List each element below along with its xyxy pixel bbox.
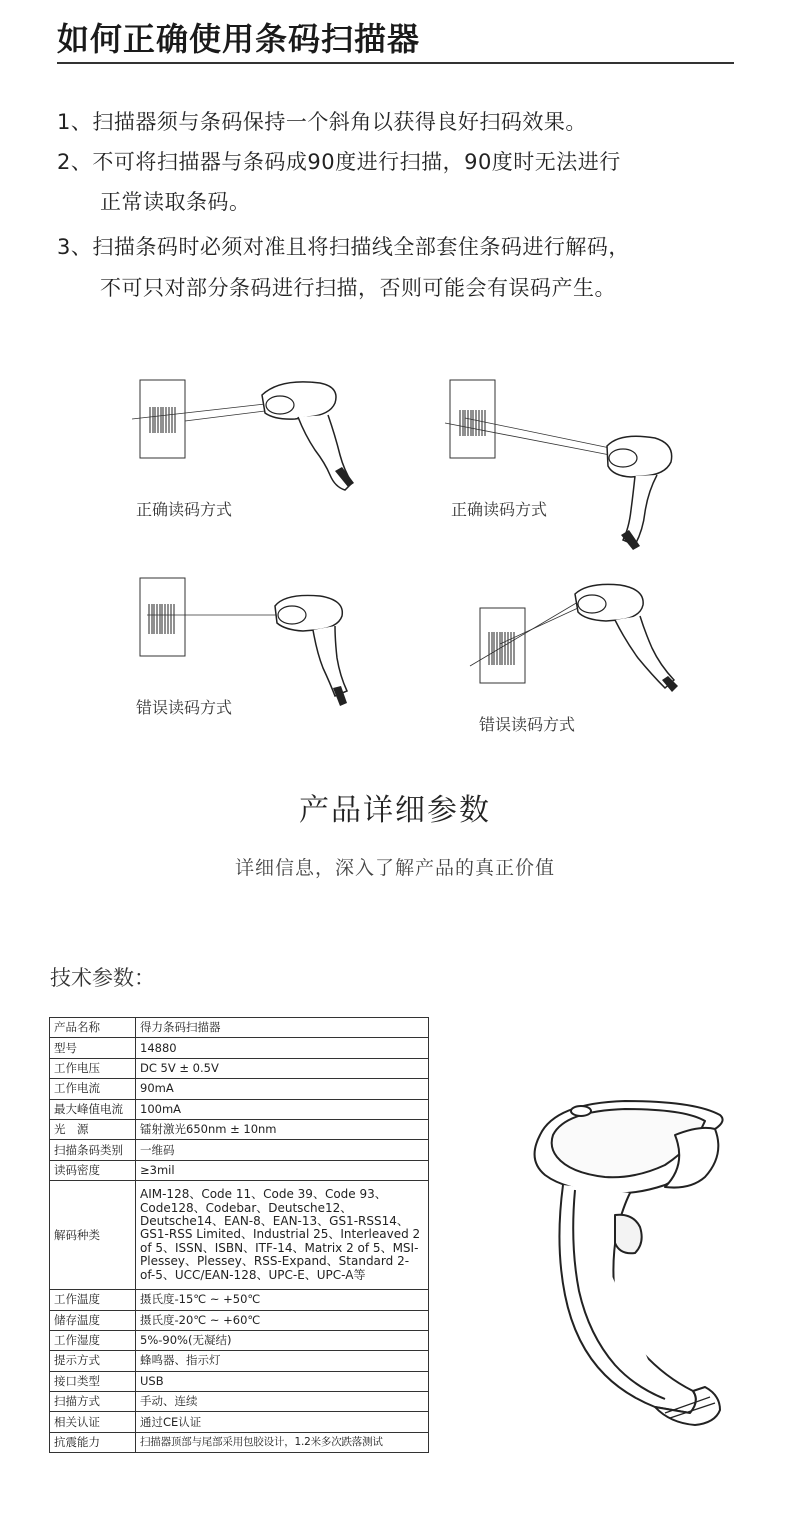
spec-label: 扫描条码类别 — [50, 1140, 136, 1160]
table-row — [50, 1351, 429, 1371]
tech-specs-label: 技术参数： — [50, 966, 155, 990]
instruction-line-2a: 2、不可将扫描器与条码成90度进行扫描，90度时无法进行 — [57, 150, 621, 174]
spec-value: 手动、连续 — [136, 1392, 429, 1412]
spec-label: 储存温度 — [50, 1310, 136, 1330]
spec-label: 工作温度 — [50, 1290, 136, 1310]
table-row — [50, 1432, 429, 1452]
table-row — [50, 1181, 429, 1290]
spec-value: USB — [136, 1371, 429, 1391]
spec-table — [49, 1017, 429, 1453]
spec-label: 工作湿度 — [50, 1330, 136, 1350]
spec-value: 通过CE认证 — [136, 1412, 429, 1432]
spec-value: 得力条码扫描器 — [136, 1018, 429, 1038]
spec-value: 一维码 — [136, 1140, 429, 1160]
spec-label: 接口类型 — [50, 1371, 136, 1391]
spec-value: AIM-128、Code 11、Code 39、Code 93、Code128、Codebar、Deutsche12、Deutsche14、EAN-8、EAN-13、GS1-RSS14、GS1-RSS Limited、Industrial 25、Interleaved 2 of 5、ISSN、ISBN、ITF-14、Matrix 2 of 5、MSI-Plessey、Plessey、RSS-Expand、Standard 2-of-5、UCC/EAN-128、UPC-E、UPC-A等 — [136, 1181, 429, 1290]
spec-label: 最大峰值电流 — [50, 1099, 136, 1119]
instruction-line-2b: 正常读取条码。 — [100, 190, 251, 214]
spec-value: 90mA — [136, 1079, 429, 1099]
figure-wrong-scan-1 — [135, 578, 385, 713]
table-row — [50, 1099, 429, 1119]
table-row — [50, 1290, 429, 1310]
figure-wrong-scan-2 — [460, 580, 700, 710]
spec-value: 100mA — [136, 1099, 429, 1119]
title-divider — [57, 62, 734, 64]
table-row — [50, 1330, 429, 1350]
spec-label: 相关认证 — [50, 1412, 136, 1432]
spec-value: 蜂鸣器、指示灯 — [136, 1351, 429, 1371]
spec-label: 工作电流 — [50, 1079, 136, 1099]
spec-value: 摄氏度-15℃ ~ +50℃ — [136, 1290, 429, 1310]
spec-value: DC 5V ± 0.5V — [136, 1058, 429, 1078]
table-row — [50, 1119, 429, 1139]
section-subtitle: 详细信息，深入了解产品的真正价值 — [234, 857, 555, 879]
table-row — [50, 1058, 429, 1078]
table-row — [50, 1392, 429, 1412]
table-row — [50, 1038, 429, 1058]
figure-caption-correct-1: 正确读码方式 — [136, 500, 233, 519]
spec-value: 镭射激光650nm ± 10nm — [136, 1119, 429, 1139]
instruction-line-1: 1、扫描器须与条码保持一个斜角以获得良好扫码效果。 — [57, 110, 587, 134]
spec-value: 14880 — [136, 1038, 429, 1058]
table-row — [50, 1371, 429, 1391]
figure-caption-wrong-2: 错误读码方式 — [479, 715, 576, 734]
spec-label: 工作电压 — [50, 1058, 136, 1078]
spec-label: 提示方式 — [50, 1351, 136, 1371]
table-row — [50, 1160, 429, 1180]
spec-label: 解码种类 — [50, 1181, 136, 1290]
scanner-illustration — [515, 1095, 745, 1435]
spec-label: 抗震能力 — [50, 1432, 136, 1452]
spec-label: 产品名称 — [50, 1018, 136, 1038]
table-row — [50, 1412, 429, 1432]
spec-value: 5%-90%(无凝结) — [136, 1330, 429, 1350]
figure-caption-wrong-1: 错误读码方式 — [136, 698, 233, 717]
instruction-line-3b: 不可只对部分条码进行扫描，否则可能会有误码产生。 — [100, 276, 616, 300]
table-row — [50, 1140, 429, 1160]
spec-label: 型号 — [50, 1038, 136, 1058]
section-title: 产品详细参数 — [299, 793, 491, 828]
spec-label: 扫描方式 — [50, 1392, 136, 1412]
instruction-line-3a: 3、扫描条码时必须对准且将扫描线全部套住条码进行解码， — [57, 235, 630, 259]
spec-value: ≥3mil — [136, 1160, 429, 1180]
spec-value: 摄氏度-20℃ ~ +60℃ — [136, 1310, 429, 1330]
page-title: 如何正确使用条码扫描器 — [57, 20, 421, 58]
spec-value: 扫描器顶部与尾部采用包胶设计，1.2米多次跌落测试 — [136, 1432, 429, 1452]
spec-label: 读码密度 — [50, 1160, 136, 1180]
table-row — [50, 1018, 429, 1038]
table-row — [50, 1079, 429, 1099]
figure-correct-scan-1 — [130, 375, 380, 495]
figure-caption-correct-2: 正确读码方式 — [451, 500, 548, 519]
table-row — [50, 1310, 429, 1330]
spec-label: 光 源 — [50, 1119, 136, 1139]
